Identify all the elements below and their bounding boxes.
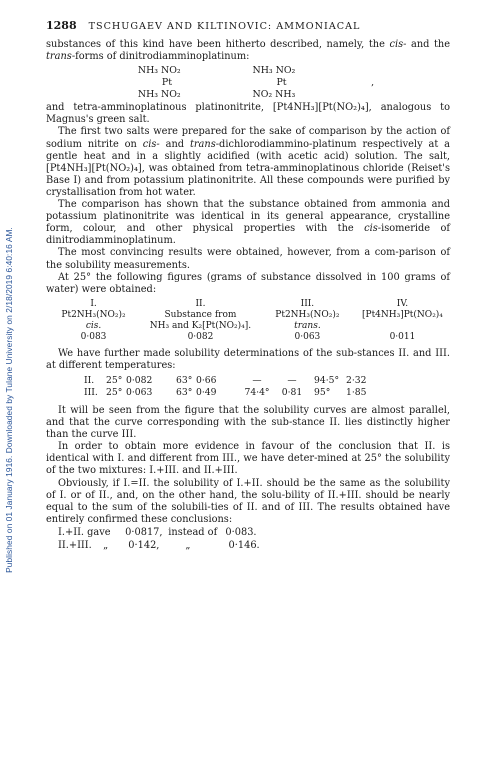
row-value: 2·32: [346, 374, 367, 386]
paragraph-temperatures: We have further made solubility determinations of the sub-stances II. and III. at different temperatures:: [46, 347, 450, 371]
table-empty: [355, 321, 450, 332]
download-notice: Published on 01 January 1916. Downloaded by Tulane University on 2/18/2019 6:40:16 AM.: [4, 227, 14, 573]
prep-cis: cis-: [142, 138, 160, 150]
download-watermark: [2, 60, 16, 740]
row-temp: 63°: [176, 374, 193, 386]
table-numeral: II.: [195, 298, 206, 309]
row-value: —: [287, 374, 297, 386]
row-temp: 95°: [314, 386, 331, 398]
paragraph-conclusions: Obviously, if I.=II. the solubility of I.+II. should be the same as the solubility of I. or of II., and, on the other hand, the solu-bility of II.+III. should be nearly equal to the sum of the solubili-ties of II. and of III. The results obtained have entirely confirmed these conclusions:: [46, 477, 450, 525]
row-value: 0·66: [196, 374, 217, 386]
table-numeral: III.: [300, 298, 315, 309]
row-label: II.: [84, 374, 95, 386]
intro-join: and the: [406, 39, 450, 51]
table-isomer: trans.: [294, 320, 321, 331]
table-value: 0·083: [80, 331, 107, 342]
row-value: 0·063: [126, 386, 153, 398]
page-number: 1288: [46, 19, 77, 32]
trans-formula-bottom: NO₂ NH₃: [252, 89, 296, 101]
prep-trans: trans: [189, 138, 216, 150]
result-reference: 0·083.: [225, 526, 257, 538]
paragraph-solubility: The most convincing results were obtained, however, from a com-parison of the solubility measurements.: [46, 247, 450, 271]
prep-join: and: [159, 138, 190, 150]
comparison-end: -isomeride of dinitrodiamminoplatinum.: [46, 223, 451, 247]
row-value: 1·85: [346, 386, 367, 398]
solubility-row-iii: [46, 387, 450, 399]
cis-formula-top: NH₃ NO₂: [137, 65, 181, 77]
table-compound: Pt2NH₃(NO₂)₂: [61, 309, 126, 320]
cis-term: cis-: [389, 39, 407, 51]
result-reference: 0·146.: [228, 539, 260, 551]
row-temp: —: [252, 374, 262, 386]
prep-text: The first two salts were prepared for the sake of comparison by the action of sodium nitrite on: [46, 126, 450, 150]
row-temp: 94·5°: [314, 374, 340, 386]
running-title: TSCHUGAEV AND KILTINOVIC: AMMONIACAL: [88, 21, 361, 32]
paragraph-comparison: [46, 199, 450, 247]
table-value: 0·082: [187, 331, 214, 342]
article-body: [46, 20, 450, 552]
table-compound: [Pt4NH₃]Pt(NO₂)₄: [362, 309, 443, 320]
row-value: 0·082: [126, 374, 153, 386]
table-isomer: cis.: [85, 320, 102, 331]
result-ditto: „: [185, 539, 191, 551]
page-header: [46, 20, 450, 33]
paragraph-curves: It will be seen from the figure that the solubility curves are almost parallel, and that the curve corresponding with the sub-stance II. lies distinctly higher than the curve III.: [46, 404, 450, 441]
row-temp: 25°: [106, 374, 123, 386]
cis-formula-bottom: NH₃ NO₂: [137, 89, 181, 101]
trans-formula: [253, 65, 296, 101]
trans-formula-top: NH₃ NO₂: [252, 65, 296, 77]
result-label: I.+II. gave: [58, 526, 111, 538]
row-temp: 63°: [176, 386, 193, 398]
table-source: NH₃ and K₂[Pt(NO₂)₄].: [149, 320, 252, 331]
result-label: II.+III.: [58, 539, 92, 551]
row-value: 0·49: [196, 386, 217, 398]
structural-formulas: [46, 63, 450, 102]
result-value: 0·0817,: [125, 526, 163, 538]
solubility-row-ii: [46, 375, 450, 387]
result-line-1: [46, 526, 450, 539]
result-instead: instead of: [168, 526, 218, 538]
comparison-cis: cis: [364, 223, 378, 235]
intro-text: substances of this kind have been hitherto described, namely, the: [46, 39, 385, 51]
table-compound: Substance from: [164, 309, 237, 320]
table-numeral: IV.: [396, 298, 409, 309]
formula-separator: ,: [371, 77, 375, 89]
table-numeral: I.: [90, 298, 97, 309]
paragraph-preparation: [46, 126, 450, 199]
result-ditto: „: [103, 539, 109, 551]
trans-term: trans: [46, 51, 72, 63]
row-label: III.: [84, 386, 98, 398]
cis-formula-metal: Pt: [161, 77, 172, 89]
paragraph-figures: At 25° the following figures (grams of substance dissolved in 100 grams of water) were obtained:: [46, 271, 450, 295]
table-compound: Pt2NH₃(NO₂)₂: [275, 309, 340, 320]
paragraph-intro: [46, 39, 450, 63]
table-value: 0·063: [294, 331, 321, 342]
row-value: 0·81: [281, 386, 303, 398]
row-temp: 25°: [106, 386, 123, 398]
trans-formula-metal: Pt: [276, 77, 287, 89]
paragraph-magnus: and tetra-amminoplatinous platinonitrite, [Pt4NH₃][Pt(NO₂)₄], analogous to Magnus's green salt.: [46, 102, 450, 126]
solubility-table: [46, 299, 450, 343]
comparison-text: The comparison has shown that the substance obtained from ammonia and potassium platinonitrite was identical in its general appearance, crystalline form, colour, and other physical properties with the: [46, 199, 450, 235]
paragraph-mixtures: In order to obtain more evidence in favour of the conclusion that II. is identical with I. and different from III., we have deter-mined at 25° the solubility of the two mixtures: I.+III. and II.+III.: [46, 441, 450, 477]
prep-end: -dichlorodiammino-platinum respectively at a gentle heat and in a slightly acidified (with acetic acid) solution. The salt, [Pt4NH₃][Pt(NO₂)₄], was obtained from tetra-amminoplatinous chloride (Reiset's Base I) and from potassium platinonitrite. All these compounds were purified by crystallisation from hot water.: [46, 138, 451, 198]
intro-end: -forms of dinitrodiamminoplatinum:: [71, 51, 250, 63]
result-value: 0·142,: [128, 539, 160, 551]
table-value: 0·011: [389, 331, 416, 342]
row-temp: 74·4°: [244, 386, 270, 398]
result-line-2: [46, 539, 450, 552]
cis-formula: [138, 65, 181, 101]
